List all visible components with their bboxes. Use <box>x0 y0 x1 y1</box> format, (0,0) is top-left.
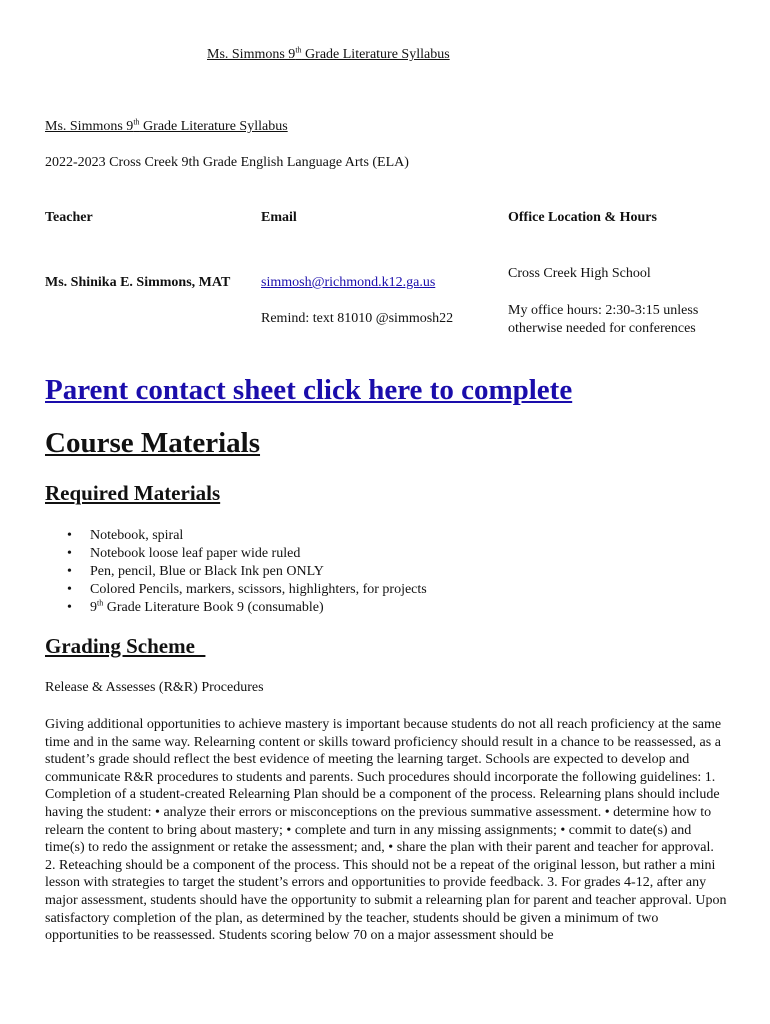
list-item-text: Pen, pencil, Blue or Black Ink pen ONLY <box>90 564 324 579</box>
grading-scheme-heading: Grading Scheme <box>45 634 206 658</box>
bullet-icon: • <box>67 528 72 543</box>
required-materials-list <box>45 527 427 617</box>
list-item <box>45 581 427 599</box>
table-header-office: Office Location & Hours <box>508 210 657 225</box>
list-item <box>45 527 427 545</box>
table-header-teacher: Teacher <box>45 210 93 225</box>
school-year-line: 2022-2023 Cross Creek 9th Grade English Language Arts (ELA) <box>45 155 409 170</box>
bullet-icon: • <box>67 546 72 561</box>
list-item-text: Notebook, spiral <box>90 528 184 543</box>
list-item-superscript: th <box>97 598 104 608</box>
teacher-email-link[interactable]: simmosh@richmond.k12.ga.us <box>261 275 436 290</box>
header-title-text-end: Grade Literature Syllabus <box>301 47 450 62</box>
document-header-title <box>207 47 450 63</box>
required-materials-heading: Required Materials <box>45 481 221 505</box>
list-item-text-end: Grade Literature Book 9 (consumable) <box>103 600 324 615</box>
rr-procedures-title: Release & Assesses (R&R) Procedures <box>45 680 264 695</box>
bullet-icon: • <box>67 600 72 615</box>
table-header-email: Email <box>261 210 297 225</box>
list-item-text: Notebook loose leaf paper wide ruled <box>90 546 301 561</box>
rr-procedures-body: Giving additional opportunities to achieve mastery is important because students do not all reach proficiency at the same time and in the same way. Relearning content or skills toward proficiency should result in a chance to be reassessed, as a student’s grade should reflect the best evidence of meeting the learning target. Schools are expected to develop and communicate R&R procedures to students and parents. Such procedures should incorporate the following guidelines: 1. Completion of a student-created Relearning Plan should be a component of the process. Relearning plans should include having the student: • analyze their errors or misconceptions on the previous summative assessment. • determine how to relearn the content to bring about mastery; • complete and turn in any missing assignments; • commit to date(s) and time(s) to redo the assignment or retake the assessment; and, • share the plan with their parent and teacher for approval. 2. Reteaching should be a component of the process. This should not be a repeat of the original lesson, but rather a mini lesson with strategies to target the student’s errors and opportunities to provide feedback. 3. For grades 4-12, after any major assessment, students should have the opportunity to submit a relearning plan for parent and teacher approval. Upon satisfactory completion of the plan, as determined by the teacher, students should be given a minimum of two opportunities to be reassessed. Students scoring below 70 on a major assessment should be <box>45 717 727 944</box>
list-item <box>45 545 427 563</box>
header-title-superscript: th <box>295 45 302 55</box>
list-item <box>45 599 427 617</box>
course-materials-heading: Course Materials <box>45 427 261 459</box>
syllabus-title <box>45 119 288 135</box>
remind-info: Remind: text 81010 @simmosh22 <box>261 311 454 326</box>
syllabus-title-text: Ms. Simmons 9 <box>45 119 134 134</box>
office-hours: My office hours: 2:30-3:15 unless otherwise needed for conferences <box>508 303 699 336</box>
bullet-icon: • <box>67 564 72 579</box>
list-item <box>45 563 427 581</box>
syllabus-title-text-end: Grade Literature Syllabus <box>139 119 288 134</box>
teacher-name: Ms. Shinika E. Simmons, MAT <box>45 275 231 290</box>
bullet-icon: • <box>67 582 72 597</box>
syllabus-title-superscript: th <box>133 117 140 127</box>
list-item-text: 9 <box>90 600 97 615</box>
header-title-text: Ms. Simmons 9 <box>207 47 296 62</box>
list-item-text: Colored Pencils, markers, scissors, highlighters, for projects <box>90 582 427 597</box>
parent-contact-sheet-link[interactable]: Parent contact sheet click here to complete <box>45 374 573 406</box>
office-location: Cross Creek High School <box>508 266 651 281</box>
